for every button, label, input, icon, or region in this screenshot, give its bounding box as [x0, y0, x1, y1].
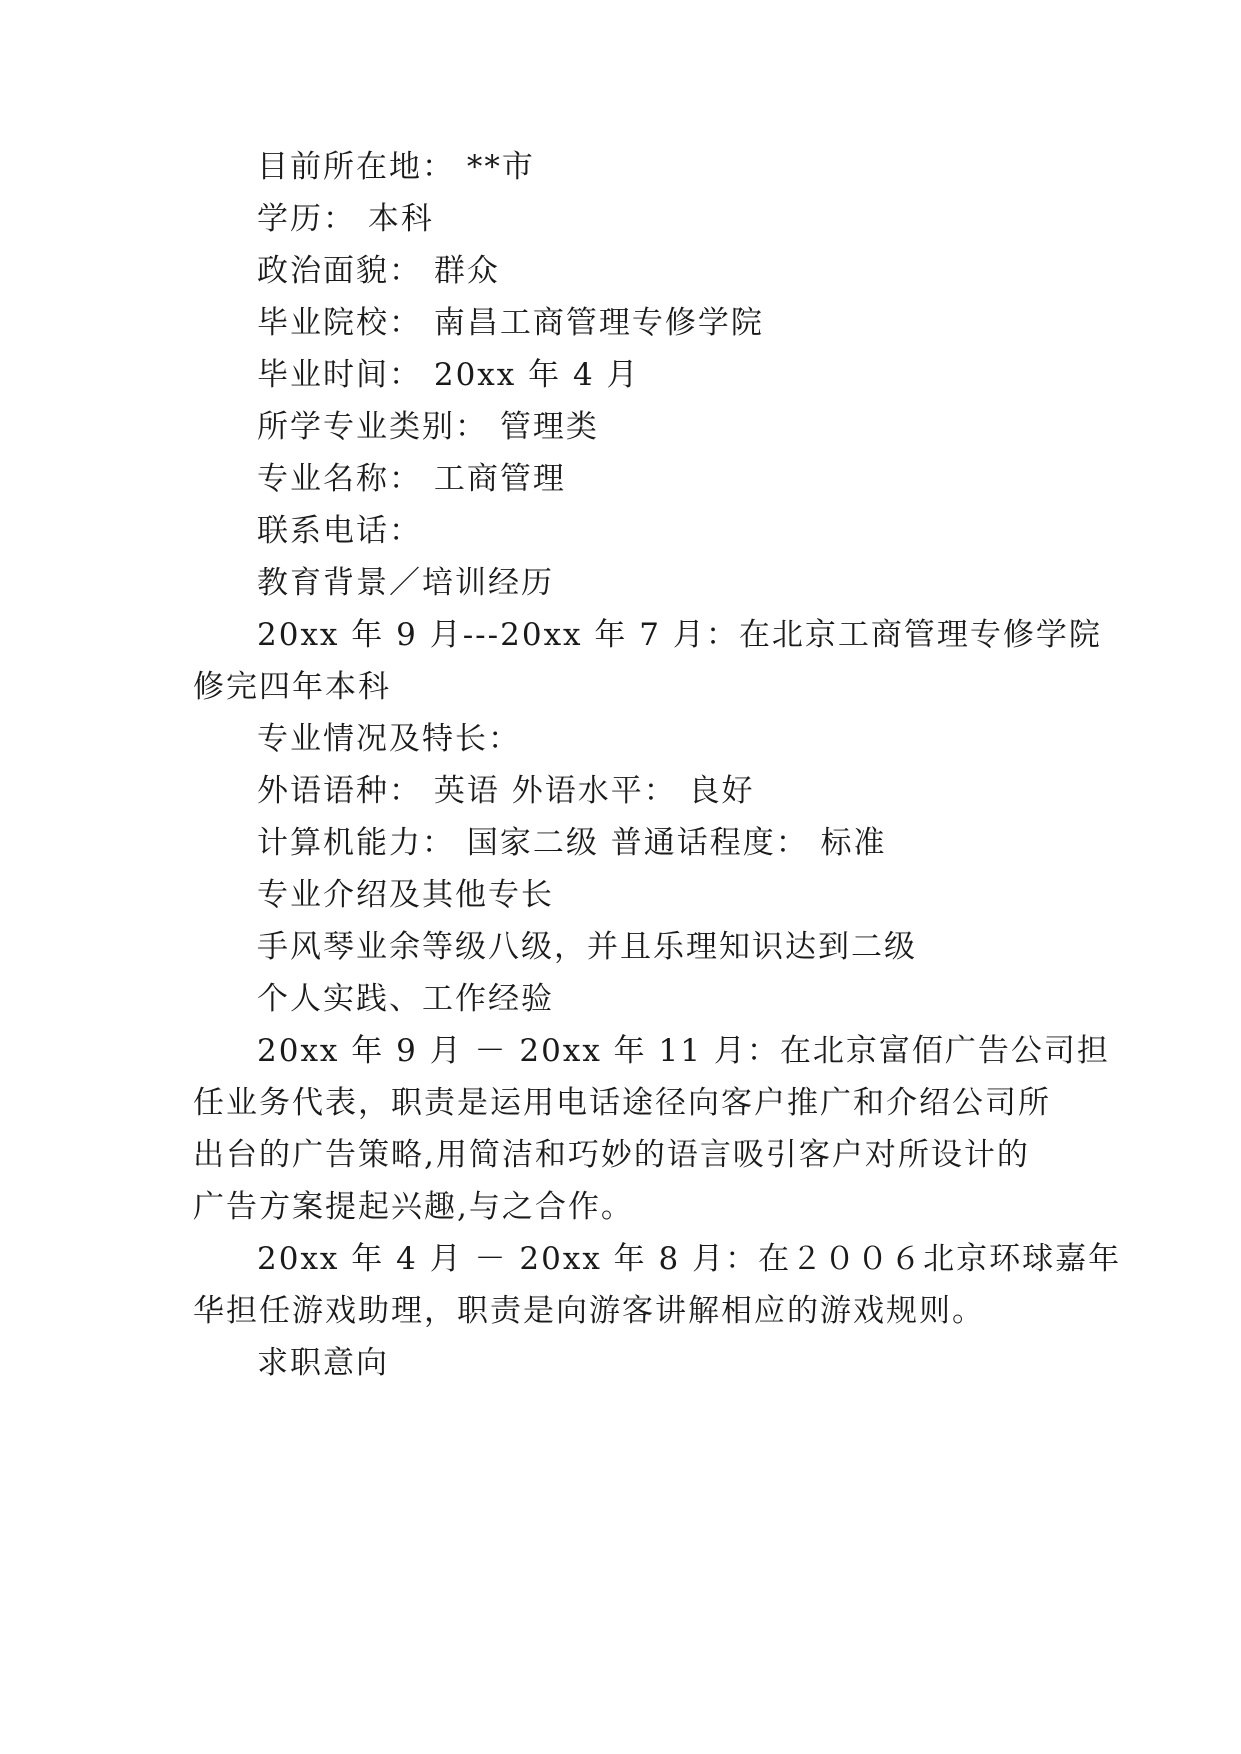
- major-category-line: 所学专业类别： 管理类: [257, 409, 599, 445]
- education-entry-line: 20xx 年 9 月---20xx 年 7 月：在北京工商管理专修学院: [257, 617, 1102, 653]
- language-line: 外语语种： 英语 外语水平： 良好: [257, 773, 755, 809]
- education-level-line: 学历： 本科: [257, 201, 434, 237]
- work-entry-2-line-2: 华担任游戏助理，职责是向游客讲解相应的游戏规则。: [193, 1293, 985, 1329]
- work-entry-1-line-1: 20xx 年 9 月 － 20xx 年 11 月：在北京富佰广告公司担: [257, 1033, 1110, 1069]
- graduate-school-line: 毕业院校： 南昌工商管理专修学院: [257, 305, 764, 341]
- work-entry-2-line-1: 20xx 年 4 月 － 20xx 年 8 月：在２００６北京环球嘉年: [257, 1241, 1122, 1277]
- current-location-line: 目前所在地： **市: [257, 149, 535, 185]
- education-entry-continuation: 修完四年本科: [193, 669, 391, 705]
- major-name-line: 专业名称： 工商管理: [257, 461, 566, 497]
- skills-heading: 专业情况及特长：: [257, 721, 521, 757]
- other-skills-heading: 专业介绍及其他专长: [257, 877, 554, 913]
- work-entry-1-line-4: 广告方案提起兴趣,与之合作。: [193, 1189, 634, 1225]
- graduation-date-line: 毕业时间： 20xx 年 4 月: [257, 357, 640, 393]
- political-status-line: 政治面貌： 群众: [257, 253, 500, 289]
- education-background-heading: 教育背景／培训经历: [257, 565, 554, 601]
- job-intention-heading: 求职意向: [257, 1345, 389, 1381]
- phone-line: 联系电话：: [257, 513, 422, 549]
- work-entry-1-line-2: 任业务代表，职责是运用电话途径向客户推广和介绍公司所: [193, 1085, 1051, 1121]
- work-experience-heading: 个人实践、工作经验: [257, 981, 554, 1017]
- work-entry-1-line-3: 出台的广告策略,用简洁和巧妙的语言吸引客户对所设计的: [193, 1137, 1030, 1173]
- computer-skill-line: 计算机能力： 国家二级 普通话程度： 标准: [257, 825, 887, 861]
- accordion-skill-line: 手风琴业余等级八级，并且乐理知识达到二级: [257, 929, 917, 965]
